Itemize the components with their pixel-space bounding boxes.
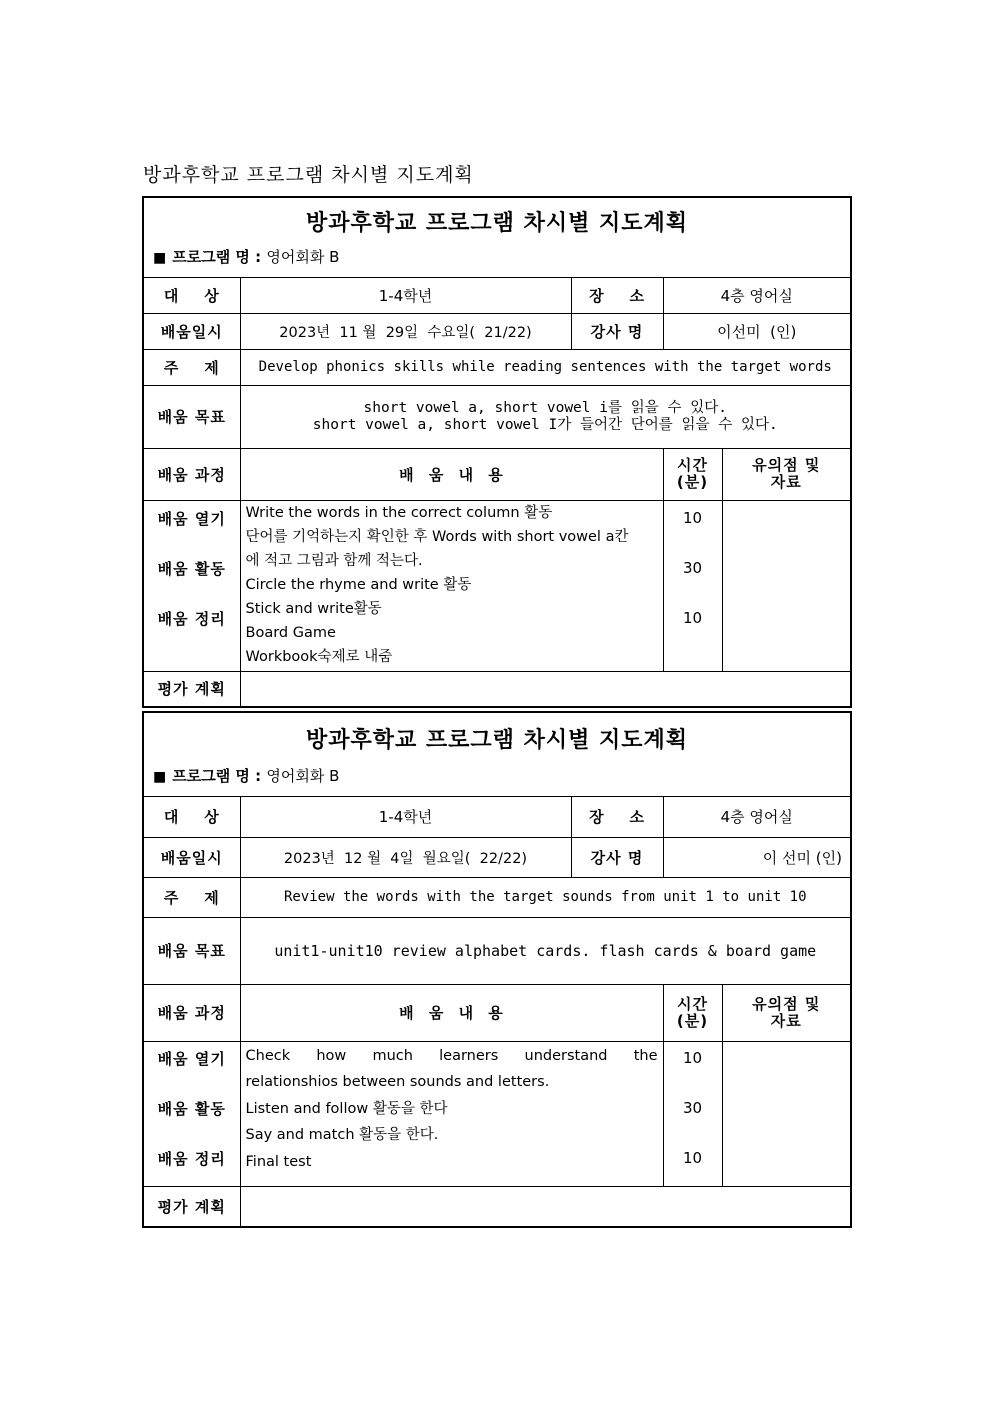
notes-header: 유의점 및 자료 <box>722 984 850 1041</box>
instructor-value: 이 선미 (인) <box>663 837 850 877</box>
goal-label: 배움 목표 <box>144 917 240 984</box>
topic-row <box>144 349 850 385</box>
topic-label: 주 제 <box>144 877 240 917</box>
content-header: 배 움 내 용 <box>240 448 663 500</box>
instructor-label: 강사 명 <box>571 313 663 349</box>
eval-value <box>240 671 850 706</box>
date-value: 2023년 11 월 29일 수요일( 21/22) <box>240 313 571 349</box>
content-line: Say and match 활동을 한다. <box>245 1127 439 1143</box>
eval-row <box>144 1186 850 1226</box>
time-value: 10 <box>682 1148 703 1167</box>
time-header: 시간 (분) <box>663 984 722 1041</box>
place-value: 4층 영어실 <box>663 797 850 837</box>
stage-open: 배움 열기 <box>157 509 226 528</box>
goal-row <box>144 917 850 984</box>
time-header: 시간 (분) <box>663 448 722 500</box>
program-name-label: 프로그램 명 : <box>172 248 262 266</box>
target-row <box>144 278 850 313</box>
content-line: 에 적고 그림과 함께 적는다. <box>245 552 423 569</box>
content-line: Final test <box>245 1153 312 1170</box>
process-body-row <box>144 1041 850 1186</box>
target-value: 1-4학년 <box>240 278 571 313</box>
content-cell <box>240 1041 663 1186</box>
lesson-plan-1 <box>142 196 852 708</box>
topic-label: 주 제 <box>144 349 240 385</box>
program-name-line <box>144 238 850 267</box>
time-value: 10 <box>682 1048 703 1067</box>
stage-wrap: 배움 정리 <box>157 609 226 628</box>
plan-title: 방과후학교 프로그램 차시별 지도계획 <box>305 727 688 753</box>
goal-value <box>240 917 850 984</box>
date-label: 배움일시 <box>144 837 240 877</box>
goal-line: short vowel a, short vowel I가 들어간 단어를 읽을 수 있다. <box>312 416 778 433</box>
program-name-label: 프로그램 명 : <box>172 767 262 785</box>
stage-wrap: 배움 정리 <box>157 1149 226 1168</box>
process-label: 배움 과정 <box>144 984 240 1041</box>
time-value: 30 <box>682 558 703 577</box>
program-name-line <box>144 757 850 786</box>
time-cell <box>663 500 722 671</box>
goal-label: 배움 목표 <box>144 385 240 448</box>
date-row <box>144 837 850 877</box>
target-value: 1-4학년 <box>240 797 571 837</box>
content-line: Board Game <box>245 624 336 641</box>
target-label: 대 상 <box>144 797 240 837</box>
eval-value <box>240 1186 850 1226</box>
document-title: 방과후학교 프로그램 차시별 지도계획 <box>143 164 474 186</box>
topic-value: Review the words with the target sounds from unit 1 to unit 10 <box>240 877 850 917</box>
stage-open: 배움 열기 <box>157 1049 226 1068</box>
plan-title: 방과후학교 프로그램 차시별 지도계획 <box>305 210 688 236</box>
date-label: 배움일시 <box>144 313 240 349</box>
content-cell <box>240 500 663 671</box>
instructor-label: 강사 명 <box>571 837 663 877</box>
content-line: Check how much learners understand the <box>245 1047 658 1064</box>
topic-row <box>144 877 850 917</box>
plan-table <box>144 278 850 706</box>
content-line: Listen and follow 활동을 한다 <box>245 1100 448 1117</box>
time-value: 30 <box>682 1098 703 1117</box>
content-line: relationshios between sounds and letters. <box>245 1074 550 1090</box>
content-line: Stick and write활동 <box>245 600 382 617</box>
date-value: 2023년 12 월 4일 월요일( 22/22) <box>240 837 571 877</box>
program-name-value: 영어회화 B <box>266 767 340 785</box>
process-header-row <box>144 984 850 1041</box>
place-value: 4층 영어실 <box>663 278 850 313</box>
eval-label: 평가 계획 <box>144 1186 240 1226</box>
square-bullet-icon: ■ <box>153 769 167 785</box>
goal-line: short vowel a, short vowel i를 읽을 수 있다. <box>363 399 727 416</box>
content-line: Workbook숙제로 내줌 <box>245 648 393 665</box>
place-label: 장 소 <box>571 797 663 837</box>
process-label: 배움 과정 <box>144 448 240 500</box>
stage-names <box>144 1041 240 1186</box>
content-line: Circle the rhyme and write 활동 <box>245 576 472 593</box>
topic-value: Develop phonics skills while reading sentences with the target words <box>240 349 850 385</box>
instructor-value: 이선미 (인) <box>663 313 850 349</box>
content-line: 단어를 기억하는지 확인한 후 Words with short vowel a칸 <box>245 528 629 545</box>
process-body-row <box>144 500 850 671</box>
date-row <box>144 313 850 349</box>
time-value: 10 <box>682 608 703 627</box>
place-label: 장 소 <box>571 278 663 313</box>
goal-line: unit1-unit10 review alphabet cards. flash cards & board game <box>274 941 817 960</box>
stage-names <box>144 500 240 671</box>
lesson-plan-2 <box>142 711 852 1228</box>
notes-cell <box>722 500 850 671</box>
target-row <box>144 797 850 837</box>
program-name-value: 영어회화 B <box>266 248 340 266</box>
plan-header <box>144 198 850 278</box>
eval-row <box>144 671 850 706</box>
goal-row <box>144 385 850 448</box>
notes-cell <box>722 1041 850 1186</box>
content-header: 배 움 내 용 <box>240 984 663 1041</box>
stage-activity: 배움 활동 <box>157 559 226 578</box>
plan-table <box>144 797 850 1226</box>
eval-label: 평가 계획 <box>144 671 240 706</box>
goal-value <box>240 385 850 448</box>
time-cell <box>663 1041 722 1186</box>
notes-header: 유의점 및 자료 <box>722 448 850 500</box>
time-value: 10 <box>682 508 703 527</box>
content-line: Write the words in the correct column 활동 <box>245 504 553 521</box>
plan-header <box>144 713 850 797</box>
stage-activity: 배움 활동 <box>157 1099 226 1118</box>
target-label: 대 상 <box>144 278 240 313</box>
square-bullet-icon: ■ <box>153 250 167 266</box>
process-header-row <box>144 448 850 500</box>
